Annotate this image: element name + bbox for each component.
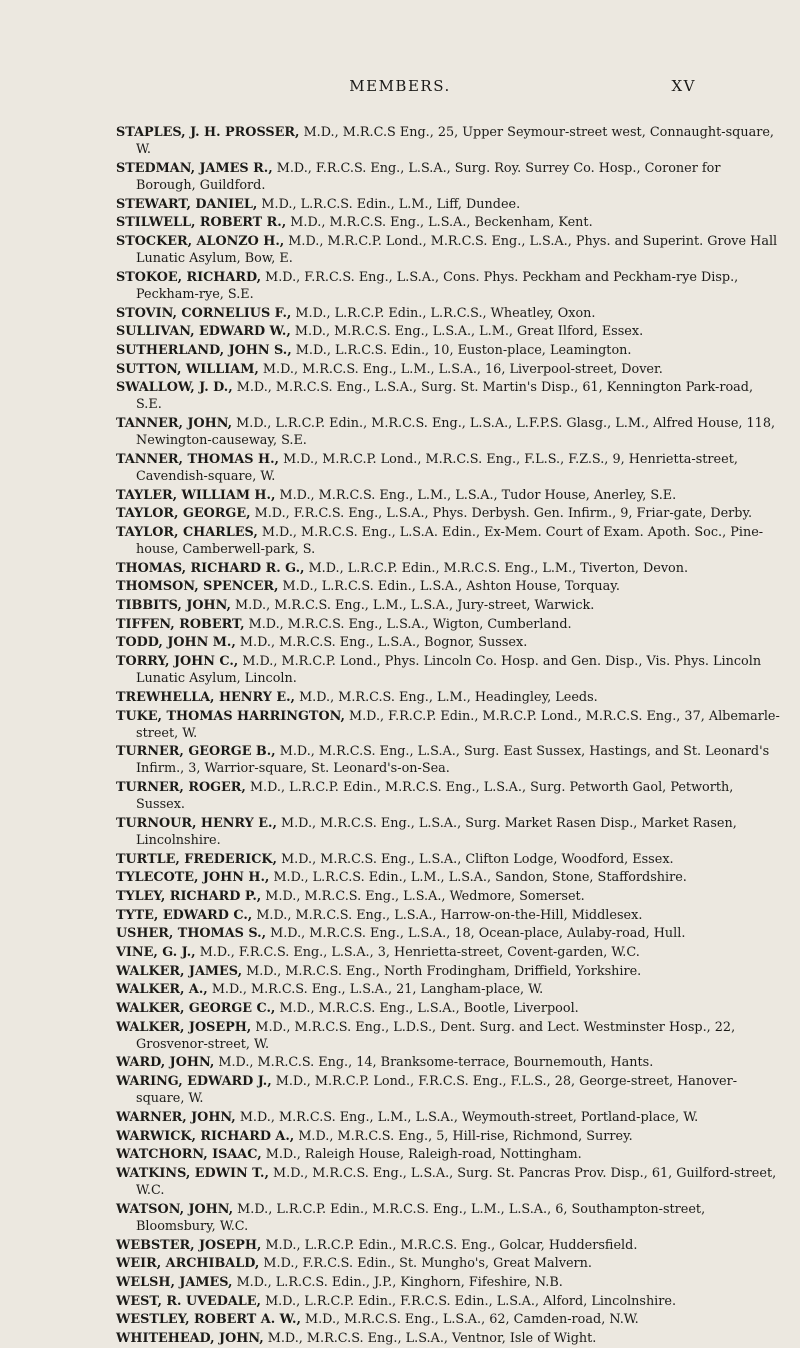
member-details: M.D., M.R.C.S. Eng., L.S.A., Wigton, Cumberland.: [244, 616, 572, 632]
member-name: TAYLER, WILLIAM H.,: [116, 487, 276, 503]
member-details: M.D., M.R.C.S. Eng., L.S.A., Clifton Lodge, Woodford, Essex.: [277, 851, 674, 867]
member-name: WEIR, ARCHIBALD,: [116, 1256, 260, 1272]
member-entry: [116, 743, 782, 777]
member-entry: [116, 578, 782, 595]
member-details: M.D., L.R.C.P. Edin., M.R.C.S. Eng., L.M., L.S.A., 6, Southampton-street, Bloomsbury, W.C.: [136, 1201, 706, 1234]
member-details: M.D., M.R.C.S. Eng., L.M., L.S.A., Weymouth-street, Portland-place, W.: [235, 1109, 699, 1125]
member-details: M.D., M.R.C.S Eng., 25, Upper Seymour-street west, Connaught-square, W.: [136, 125, 774, 158]
member-entry: [116, 487, 782, 504]
member-details: M.D., L.R.C.S. Edin., L.M., L.S.A., Sandon, Stone, Staffordshire.: [269, 870, 687, 886]
member-name: WARING, EDWARD J.,: [116, 1074, 272, 1090]
member-entry: [116, 233, 782, 267]
member-name: WARNER, JOHN,: [116, 1109, 236, 1125]
member-details: M.D., L.R.C.S. Edin., L.M., Liff, Dundee.: [257, 196, 521, 212]
member-entry: [116, 196, 782, 213]
member-details: M.D., M.R.C.S. Eng., L.M., Headingley, Leeds.: [295, 689, 598, 705]
member-name: WEST, R. UVEDALE,: [116, 1293, 262, 1309]
member-name: STAPLES, J. H. PROSSER,: [116, 125, 300, 140]
member-name: TYLECOTE, JOHN H.,: [116, 870, 270, 886]
member-details: M.D., Raleigh House, Raleigh-road, Nottingham.: [261, 1147, 582, 1163]
member-details: M.D., M.R.C.S. Eng., L.S.A., 62, Camden-road, N.W.: [300, 1312, 639, 1328]
member-name: TORRY, JOHN C.,: [116, 654, 239, 670]
member-name: TURNER, GEORGE B.,: [116, 744, 276, 760]
page-header: [0, 77, 800, 99]
member-name: WALKER, JAMES,: [116, 963, 243, 979]
member-entry: [116, 1274, 782, 1291]
member-name: WESTLEY, ROBERT A. W.,: [116, 1312, 301, 1328]
member-details: M.D., M.R.C.S. Eng., L.S.A., Surg. East Sussex, Hastings, and St. Leonard's Infirm., 3, Warrior-square, St. Leonard's-on-Sea.: [136, 744, 770, 777]
member-name: SULLIVAN, EDWARD W.,: [116, 324, 291, 340]
member-entry: [116, 869, 782, 886]
member-entry: [116, 451, 782, 485]
member-entry: [116, 214, 782, 231]
member-name: WALKER, GEORGE C.,: [116, 1001, 276, 1016]
member-details: M.D., L.R.C.P. Edin., M.R.C.S. Eng., Golcar, Huddersfield.: [261, 1237, 638, 1253]
member-details: M.D., M.R.C.S. Eng., L.S.A., Beckenham, Kent.: [286, 215, 593, 231]
member-entry: [116, 342, 782, 359]
member-name: WALKER, A.,: [116, 982, 208, 998]
member-entry: [116, 616, 782, 633]
member-details: M.D., M.R.C.S. Eng., L.M., L.S.A., Jury-street, Warwick.: [230, 598, 595, 614]
member-entry: [116, 597, 782, 614]
member-entry: [116, 505, 782, 522]
member-details: M.D., L.R.C.S. Edin., 10, Euston-place, Leamington.: [291, 342, 632, 358]
member-entry: [116, 305, 782, 322]
member-name: TAYLOR, CHARLES,: [116, 524, 258, 540]
member-entry: [116, 888, 782, 905]
member-name: SWALLOW, J. D.,: [116, 380, 233, 396]
member-entry: [116, 851, 782, 868]
member-entry: [116, 323, 782, 340]
member-details: M.D., F.R.C.S. Edin., St. Mungho's, Great Malvern.: [259, 1256, 592, 1272]
member-entry: [116, 124, 782, 158]
member-details: M.D., F.R.C.S. Eng., L.S.A., Cons. Phys. Peckham and Peckham-rye Disp., Peckham-rye, S.E.: [136, 269, 739, 302]
member-name: STEDMAN, JAMES R.,: [116, 160, 273, 176]
member-entry: [116, 1019, 782, 1053]
member-details: M.D., M.R.C.S. Eng., L.S.A., Surg. St. Martin's Disp., 61, Kennington Park-road, S.E.: [136, 380, 754, 413]
member-name: SUTHERLAND, JOHN S.,: [116, 342, 292, 358]
member-details: M.D., M.R.C.S. Eng., L.S.A., Wedmore, Somerset.: [261, 889, 585, 905]
member-name: TURNOUR, HENRY E.,: [116, 815, 277, 831]
member-entry: [116, 815, 782, 849]
member-details: M.D., L.R.C.S. Edin., L.S.A., Ashton House, Torquay.: [278, 579, 620, 595]
member-details: M.D., M.R.C.S. Eng., L.M., L.S.A., Tudor House, Anerley, S.E.: [275, 487, 677, 503]
member-entry: [116, 1330, 782, 1347]
member-details: M.D., M.R.C.S. Eng., 5, Hill-rise, Richmond, Surrey.: [294, 1128, 633, 1144]
member-details: M.D., L.R.C.P. Edin., M.R.C.S. Eng., L.S.A., Surg. Petworth Gaol, Petworth, Sussex.: [136, 780, 734, 813]
member-name: TUKE, THOMAS HARRINGTON,: [116, 708, 345, 724]
member-name: WARWICK, RICHARD A.,: [116, 1128, 295, 1144]
member-name: TURNER, ROGER,: [116, 780, 246, 796]
member-name: TYLEY, RICHARD P.,: [116, 889, 262, 905]
member-name: STEWART, DANIEL,: [116, 196, 258, 212]
member-name: STILWELL, ROBERT R.,: [116, 215, 287, 231]
member-name: SUTTON, WILLIAM,: [116, 361, 259, 377]
member-name: WATCHORN, ISAAC,: [116, 1147, 262, 1163]
member-details: M.D., L.R.C.S. Edin., J.P., Kinghorn, Fifeshire, N.B.: [232, 1274, 563, 1290]
member-entry: [116, 708, 782, 742]
member-details: M.D., M.R.C.S. Eng., 14, Branksome-terrace, Bournemouth, Hants.: [214, 1055, 654, 1071]
member-details: M.D., M.R.C.S. Eng., L.S.A., Harrow-on-the-Hill, Middlesex.: [252, 907, 643, 923]
member-entry: [116, 415, 782, 449]
member-details: M.D., M.R.C.P. Lond., M.R.C.S. Eng., F.L.S., F.Z.S., 9, Henrietta-street, Cavendish-square, W.: [136, 451, 738, 484]
member-name: STOCKER, ALONZO H.,: [116, 233, 285, 249]
member-name: TANNER, THOMAS H.,: [116, 451, 279, 467]
member-entry: [116, 907, 782, 924]
member-details: M.D., L.R.C.P. Edin., M.R.C.S. Eng., L.M., Tiverton, Devon.: [304, 560, 689, 576]
member-details: M.D., M.R.C.S. Eng., L.D.S., Dent. Surg. and Lect. Westminster Hosp., 22, Grosvenor-street, W.: [136, 1019, 736, 1052]
member-details: M.D., M.R.C.S. Eng., L.S.A., L.M., Great Ilford, Essex.: [290, 324, 644, 340]
member-name: THOMSON, SPENCER,: [116, 579, 279, 595]
member-details: M.D., M.R.C.S. Eng., North Frodingham, Driffield, Yorkshire.: [242, 963, 642, 979]
member-details: M.D., M.R.C.S. Eng., L.S.A., 21, Langham-place, W.: [207, 982, 544, 998]
member-entry: [116, 1255, 782, 1272]
member-entry: [116, 1109, 782, 1126]
member-details: M.D., F.R.C.S. Eng., L.S.A., 3, Henrietta-street, Covent-garden, W.C.: [195, 945, 640, 961]
member-entry: [116, 963, 782, 980]
member-entry: [116, 1073, 782, 1107]
member-entry: [116, 981, 782, 998]
member-entry: [116, 689, 782, 706]
member-entry: [116, 1054, 782, 1071]
member-details: M.D., M.R.C.S. Eng., L.S.A., Ventnor, Isle of Wight.: [263, 1330, 597, 1346]
member-name: USHER, THOMAS S.,: [116, 926, 267, 942]
member-name: WELSH, JAMES,: [116, 1274, 233, 1290]
member-entry: [116, 524, 782, 558]
member-entry: [116, 634, 782, 651]
member-name: TYTE, EDWARD C.,: [116, 907, 253, 923]
member-details: M.D., M.R.C.P. Lond., F.R.C.S. Eng., F.L.S., 28, George-street, Hanover-square, W.: [136, 1074, 738, 1107]
page-title: MEMBERS.: [349, 77, 451, 95]
member-details: M.D., M.R.C.P. Lond., M.R.C.S. Eng., L.S.A., Phys. and Superint. Grove Hall Lunatic Asylum, Bow, E.: [136, 233, 778, 267]
member-details: M.D., M.R.C.S. Eng., L.S.A., 18, Ocean-place, Aulaby-road, Hull.: [266, 926, 686, 942]
member-name: STOVIN, CORNELIUS F.,: [116, 305, 292, 321]
member-details: M.D., M.R.C.S. Eng., L.S.A., Surg. St. Pancras Prov. Disp., 61, Guilford-street, W.C.: [136, 1165, 777, 1199]
member-name: TAYLOR, GEORGE,: [116, 506, 251, 522]
member-entry: [116, 1000, 782, 1017]
member-name: STOKOE, RICHARD,: [116, 269, 262, 285]
member-list: [116, 124, 782, 1348]
member-details: M.D., L.R.C.P. Edin., L.R.C.S., Wheatley, Oxon.: [291, 305, 596, 321]
member-entry: [116, 269, 782, 303]
member-details: M.D., F.R.C.S. Eng., L.S.A., Phys. Derbysh. Gen. Infirm., 9, Friar-gate, Derby.: [250, 506, 753, 522]
member-name: WARD, JOHN,: [116, 1055, 215, 1071]
member-entry: [116, 379, 782, 413]
member-entry: [116, 1237, 782, 1254]
member-details: M.D., M.R.C.S. Eng., L.S.A., Bootle, Liverpool.: [275, 1001, 579, 1016]
page-number: XV: [671, 77, 696, 95]
member-name: WATSON, JOHN,: [116, 1201, 234, 1217]
member-name: WHITEHEAD, JOHN,: [116, 1330, 264, 1346]
member-details: M.D., L.R.C.P. Edin., M.R.C.S. Eng., L.S.A., L.F.P.S. Glasg., L.M., Alfred House, 118, Newington-causeway, S.E.: [136, 416, 776, 449]
member-entry: [116, 1311, 782, 1328]
member-name: VINE, G. J.,: [116, 945, 196, 961]
member-name: WEBSTER, JOSEPH,: [116, 1237, 262, 1253]
member-name: TIBBITS, JOHN,: [116, 598, 231, 614]
member-entry: [116, 944, 782, 961]
member-details: M.D., L.R.C.P. Edin., F.R.C.S. Edin., L.S.A., Alford, Lincolnshire.: [261, 1293, 677, 1309]
member-name: TODD, JOHN M.,: [116, 635, 236, 651]
member-entry: [116, 653, 782, 687]
member-entry: [116, 361, 782, 378]
member-entry: [116, 925, 782, 942]
member-details: M.D., M.R.C.S. Eng., L.S.A. Edin., Ex-Mem. Court of Exam. Apoth. Soc., Pine-house, Camberwell-park, S.: [136, 524, 764, 558]
member-details: M.D., F.R.C.S. Eng., L.S.A., Surg. Roy. Surrey Co. Hosp., Coroner for Borough, Guildford.: [136, 160, 721, 193]
member-entry: [116, 1128, 782, 1145]
member-name: THOMAS, RICHARD R. G.,: [116, 560, 305, 576]
member-entry: [116, 160, 782, 194]
member-details: M.D., F.R.C.P. Edin., M.R.C.P. Lond., M.R.C.S. Eng., 37, Albemarle-street, W.: [136, 708, 780, 741]
member-name: WATKINS, EDWIN T.,: [116, 1165, 269, 1181]
member-name: TANNER, JOHN,: [116, 416, 233, 431]
member-details: M.D., M.R.C.S. Eng., L.S.A., Bognor, Sussex.: [235, 635, 528, 651]
member-name: TURTLE, FREDERICK,: [116, 851, 277, 867]
member-details: M.D., M.R.C.S. Eng., L.M., L.S.A., 16, Liverpool-street, Dover.: [258, 361, 663, 377]
member-entry: [116, 1201, 782, 1235]
member-details: M.D., M.R.C.P. Lond., Phys. Lincoln Co. Hosp. and Gen. Disp., Vis. Phys. Lincoln Lunatic Asylum, Lincoln.: [136, 654, 762, 687]
member-details: M.D., M.R.C.S. Eng., L.S.A., Surg. Market Rasen Disp., Market Rasen, Lincolnshire.: [136, 815, 737, 849]
member-entry: [116, 779, 782, 813]
member-name: TREWHELLA, HENRY E.,: [116, 689, 296, 705]
member-name: TIFFEN, ROBERT,: [116, 616, 245, 632]
member-name: WALKER, JOSEPH,: [116, 1019, 252, 1035]
member-entry: [116, 560, 782, 577]
member-entry: [116, 1293, 782, 1310]
member-entry: [116, 1165, 782, 1199]
member-entry: [116, 1146, 782, 1163]
